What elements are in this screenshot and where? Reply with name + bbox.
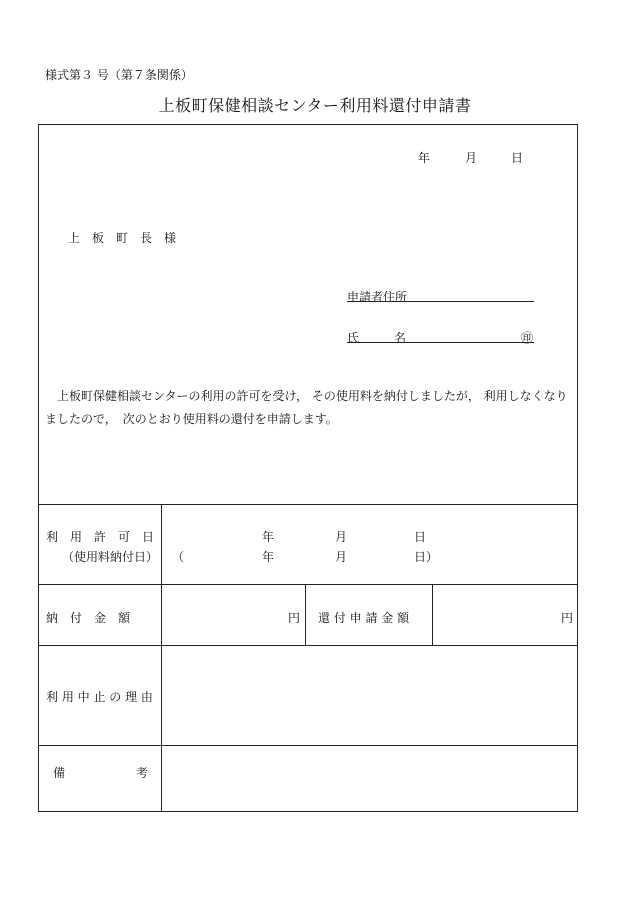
applicant-name-label-2: 名 (394, 331, 407, 345)
remarks-label-1: 備 (53, 766, 66, 780)
refund-amount-unit: 円 (561, 611, 574, 625)
date-year: 年 (418, 151, 431, 165)
applicant-address-label: 申請者住所 (347, 290, 408, 304)
permit-date-label: 利 用 許 可 日 (46, 530, 155, 544)
permit-month: 月 (335, 530, 348, 544)
remarks-label-2: 考 (136, 766, 149, 780)
addressee: 上 板 町 長 様 (68, 231, 177, 245)
row-divider-3 (38, 745, 578, 746)
date-month: 月 (465, 151, 478, 165)
refund-amount-label: 還 付 申 請 金 額 (318, 611, 410, 625)
table-top-border (38, 504, 578, 505)
label-column-divider (161, 504, 162, 812)
applicant-name-label-1: 氏 (347, 331, 360, 345)
seal-mark: ㊞ (521, 331, 534, 345)
permit-year: 年 (262, 530, 275, 544)
form-title: 上板町保健相談センター利用料還付申請書 (158, 96, 472, 115)
payment-date-label: （使用料納付日） (62, 550, 159, 564)
amount-divider-1 (305, 584, 306, 645)
payment-year: 年 (262, 550, 275, 564)
form-frame (38, 124, 578, 812)
form-number: 様式第３ 号（第７条関係） (45, 68, 193, 82)
row-divider-1 (38, 584, 578, 585)
paid-amount-label: 納 付 金 額 (46, 611, 131, 625)
permit-day: 日 (414, 530, 427, 544)
application-statement: 上板町保健相談センターの利用の許可を受け， その使用料を納付しましたが， 利用しなくなりましたので， 次のとおり使用料の還付を申請します。 (45, 389, 568, 426)
name-underline (347, 342, 534, 343)
cancellation-reason-label: 利 用 中 止 の 理 由 (46, 690, 153, 704)
paid-amount-unit: 円 (288, 611, 301, 625)
payment-paren-open: （ (172, 550, 185, 564)
payment-day: 日） (414, 550, 439, 564)
address-underline (347, 301, 534, 302)
row-divider-2 (38, 645, 578, 646)
amount-divider-2 (432, 584, 433, 645)
date-day: 日 (511, 151, 524, 165)
payment-month: 月 (335, 550, 348, 564)
